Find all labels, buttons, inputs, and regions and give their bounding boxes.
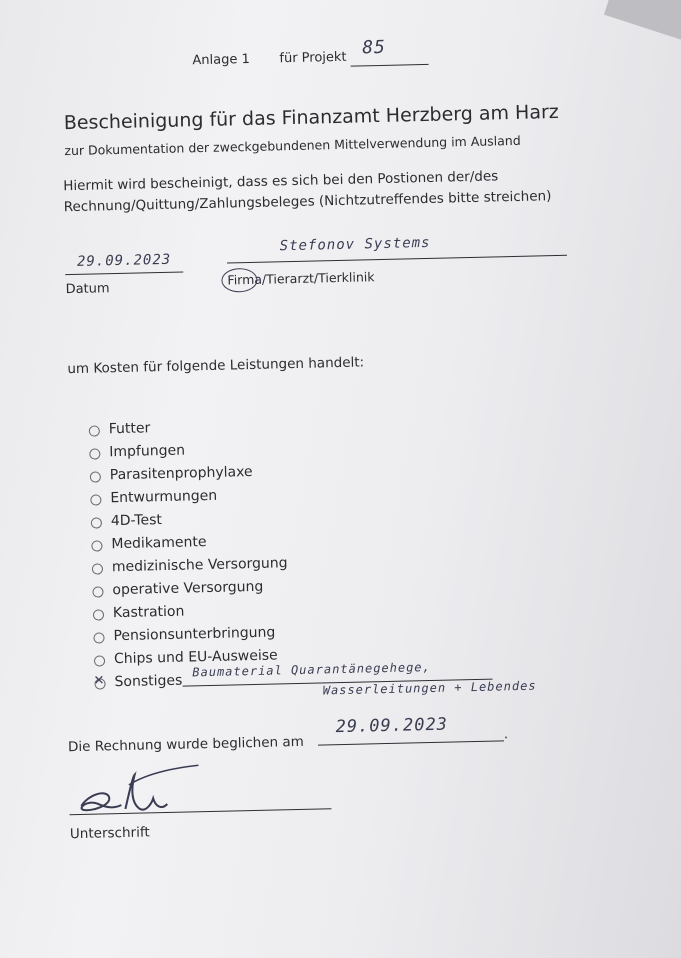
signature-label: Unterschrift: [69, 824, 150, 843]
document-title: Bescheinigung für das Finanzamt Herzberg am Harz: [63, 100, 559, 135]
payment-label: Die Rechnung wurde beglichen am: [67, 733, 305, 756]
intro-line-1: Hiermit wird bescheinigt, dass es sich bei den Postionen der/des: [63, 168, 499, 195]
firm-line: [227, 255, 567, 264]
checkmark-icon: ✕: [93, 673, 105, 689]
checkbox-circle-icon: [90, 494, 101, 505]
projekt-label: für Projekt: [279, 49, 347, 67]
checkbox-circle-icon: [89, 425, 100, 436]
firm-label: Firma/Tierarzt/Tierklinik: [227, 269, 375, 288]
anlage-label: Anlage 1: [192, 51, 250, 69]
checkbox-circle-icon: [90, 471, 101, 482]
intro-line-2: Rechnung/Quittung/Zahlungsbeleges (Nichtzutreffendes bitte streichen): [63, 188, 552, 216]
sonstiges-value-line-2: Wasserleitungen + Lebendes: [322, 678, 537, 698]
sonstiges-value-line-1: Baumaterial Quarantänegehege,: [192, 659, 431, 680]
checkbox-circle-icon: [92, 563, 103, 574]
firm-value: Stefonov Systems: [279, 234, 431, 255]
date-line: [65, 272, 183, 276]
checkbox-circle-icon: [91, 540, 102, 551]
checkbox-circle-icon: [89, 448, 100, 459]
payment-end: .: [503, 726, 509, 743]
date-label: Datum: [65, 281, 110, 298]
checkbox-circle-icon: [93, 609, 104, 620]
services-intro: um Kosten für folgende Leistungen handelt:: [67, 354, 365, 378]
checkbox-circle-icon: [93, 632, 104, 643]
firm-circle-mark: [221, 268, 258, 293]
payment-line: [318, 740, 504, 745]
checkbox-circle-icon: [91, 517, 102, 528]
checkbox-circle-icon: [94, 655, 105, 666]
form-page: Anlage 1 für Projekt 85 Bescheinigung für das Finanzamt Herzberg am Harz zur Dokumentation der zweckgebundenen Mittelverwendung im Ausland Hiermit wird bescheinigt, dass es sich bei den Postionen der/des Rechnung/Quittung/Zahlungsbeleges (Nichtzutreffendes bitte streichen) 29.09.2023 Datum Stefonov Systems Firma/Tierarzt/Tierklinik um Kosten für folgende Leistungen handelt: Futter Impfungen Parasitenprophylaxe Entwurmungen 4D-Test Medikamente medizinische Versorgung operative Versorgung Kastration Pensionsunterbringung Chips und EU-Ausweise ✕ Sonstiges Baumaterial Quarantänegehege, Wasserleitungen + Lebendes Die Rechnung wurde beglichen am 29.09.2023 . Unterschrift: [0, 0, 681, 958]
payment-date-value: 29.09.2023: [335, 714, 449, 738]
projekt-value: 85: [361, 36, 387, 59]
date-value: 29.09.2023: [76, 251, 172, 270]
signature-scribble: [68, 763, 209, 826]
checkbox-circle-icon: [92, 586, 103, 597]
document-subtitle: zur Dokumentation der zweckgebundenen Mittelverwendung im Ausland: [64, 132, 521, 159]
projekt-line: [351, 64, 429, 67]
